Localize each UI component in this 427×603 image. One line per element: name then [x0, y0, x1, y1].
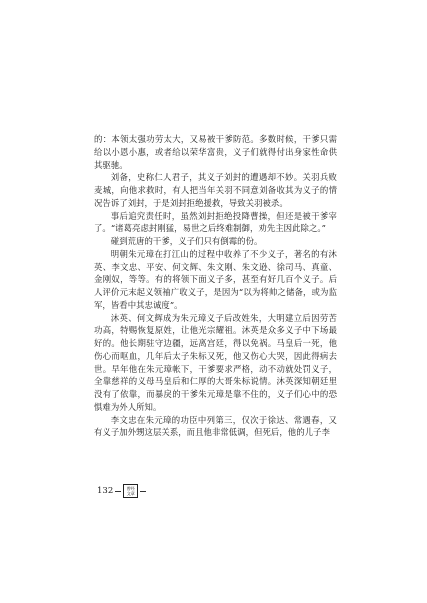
- body-text: [94, 133, 337, 439]
- paragraph: 明朝朱元璋在打江山的过程中收养了不少义子，著名的有沐英、李文忠、平安、何文辉、朱文刚、朱文逊、徐司马、真童、金刚奴，等等。有的将领下面义子多，甚至有好几百个义子。后人评价元末起义领袖广收义子，是因为“以为将帅之储备，或为监军，皆看中其忠诚度”。: [94, 248, 337, 310]
- paragraph: 李文忠在朱元璋的功臣中列第三，仅次于徐达、常遇春，又有义子加外甥这层关系，而且他非常低调，但死后，他的儿子李: [94, 414, 337, 438]
- book-logo-icon: [123, 484, 138, 498]
- paragraph: 事后追究责任时，虽然刘封拒绝投降曹操，但还是被干爹宰了。“诸葛亮虑封刚猛，易世之后终难制御，劝先主因此除之。”: [94, 210, 337, 234]
- paragraph: 沐英、何文辉成为朱元璋义子后改姓朱，大明建立后因劳苦功高，特赐恢复原姓，让他光宗耀祖。沐英是众多义子中下场最好的。他长期驻守边疆，远离宫廷，得以免祸。马皇后一死，他伤心而呕血，几年后太子朱标又死，他又伤心大哭，因此得病去世。早年他在朱元璋帐下，干爹要求严格，动不动就处罚义子，全靠慈祥的义母马皇后和仁厚的大哥朱标说情。沐英深知朝廷里没有了依靠，而暴戾的干爹朱元璋是靠不住的，义子们心中的恐惧难为外人所知。: [94, 312, 337, 412]
- paragraph: 碰到荒唐的干爹，义子们只有倒霉的份。: [110, 236, 263, 246]
- logo-line-2: 文章: [126, 491, 135, 496]
- paragraph: 刘备，史称仁人君子，其义子刘封的遭遇却不妙。关羽兵败麦城，向他求救时，有人把当年关羽不同意刘备收其为义子的情况告诉了刘封，于是刘封拒绝援救，导致关羽被杀。: [94, 172, 337, 208]
- page-number: 132: [97, 486, 114, 496]
- footer-dash: [115, 491, 121, 492]
- page-footer: [97, 484, 148, 498]
- paragraph: 的：本领太强功劳太大，又易被干爹防范。多数时候，干爹只需给以小恩小惠，或者给以荣华富贵，义子们就得付出身家性命供其驱驰。: [94, 134, 337, 170]
- footer-dash: [140, 491, 146, 492]
- logo-line-1: 曾经: [126, 486, 135, 491]
